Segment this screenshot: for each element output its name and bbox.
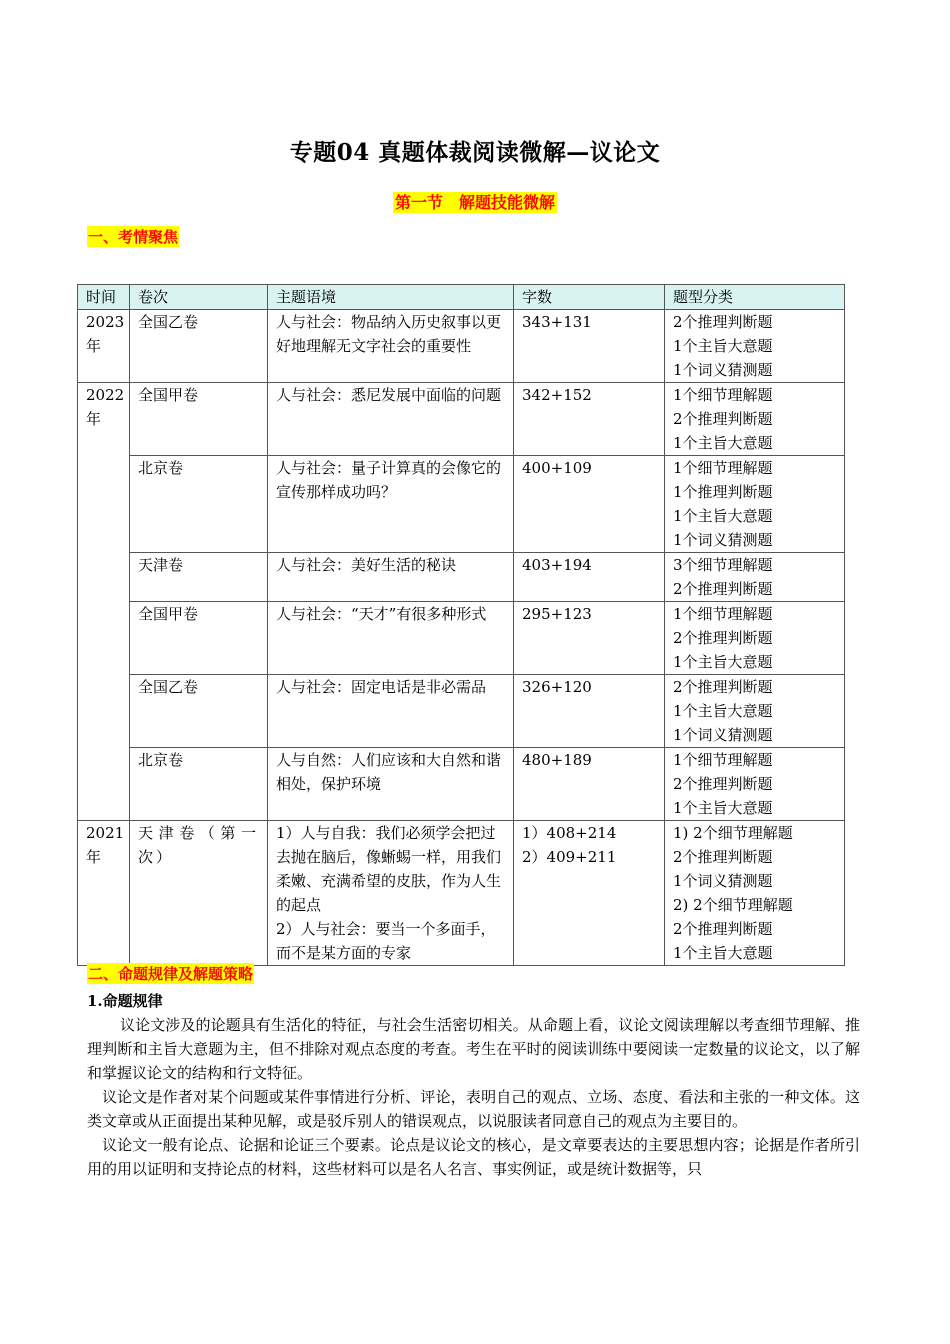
paragraph: 议论文是作者对某个问题或某件事情进行分析、评论，表明自己的观点、立场、态度、看法和主张的一种文体。这类文章或从正面提出某种见解，或是驳斥别人的错误观点，以说服读者同意自己的观点为主要目的。	[87, 1088, 860, 1130]
table-row	[78, 310, 845, 383]
cell-types-text: 2个推理判断题 1个主旨大意题 1个词义猜测题	[673, 678, 773, 744]
cell-theme-text: 人与社会：悉尼发展中面临的问题	[276, 386, 502, 404]
cell-types-text: 2个推理判断题 1个主旨大意题 1个词义猜测题	[673, 313, 773, 379]
cell-types	[665, 675, 845, 748]
cell-words	[514, 602, 665, 675]
cell-words-text: 1）408+214 2）409+211	[522, 824, 617, 866]
heading-exam-focus: 一、考情聚焦	[88, 228, 179, 246]
table-row	[78, 456, 845, 553]
paragraph: 议论文涉及的论题具有生活化的特征，与社会生活密切相关。从命题上看，议论文阅读理解以考查细节理解、推理判断和主旨大意题为主，但不排除对观点态度的考查。考生在平时的阅读训练中要阅读一定数量的议论文，以了解和掌握议论文的结构和行文特征。	[87, 1016, 860, 1082]
cell-theme	[268, 602, 514, 675]
header-words: 字数	[514, 285, 665, 310]
cell-paper-text: 全国甲卷	[138, 386, 199, 404]
heading-rules: 二、命题规律及解题策略	[88, 965, 254, 983]
cell-paper	[130, 383, 268, 456]
cell-types-text: 3个细节理解题 2个推理判断题	[673, 556, 773, 598]
cell-types-text: 1个细节理解题 2个推理判断题 1个主旨大意题	[673, 605, 773, 671]
table-row	[78, 383, 845, 456]
cell-words-text: 295+123	[522, 605, 592, 623]
cell-paper	[130, 602, 268, 675]
cell-words	[514, 310, 665, 383]
cell-theme	[268, 748, 514, 821]
cell-theme-text: 人与社会：固定电话是非必需品	[276, 678, 487, 696]
cell-paper-text: 北京卷	[138, 459, 184, 477]
table-header-row	[78, 285, 845, 310]
cell-words-text: 343+131	[522, 313, 592, 331]
cell-paper-text: 天津卷	[138, 556, 184, 574]
cell-paper	[130, 553, 268, 602]
table-row	[78, 821, 845, 966]
header-theme: 主题语境	[268, 285, 514, 310]
header-time: 时间	[78, 285, 130, 310]
cell-paper	[130, 310, 268, 383]
subheading-rules: 1.命题规律	[87, 992, 163, 1010]
cell-theme-text: 人与社会：“天才”有很多种形式	[276, 605, 487, 623]
cell-paper-text: 全国乙卷	[138, 678, 199, 696]
cell-words-text: 480+189	[522, 751, 592, 769]
cell-words	[514, 675, 665, 748]
cell-types-text: 1个细节理解题 2个推理判断题 1个主旨大意题	[673, 751, 773, 817]
cell-paper	[130, 456, 268, 553]
cell-theme	[268, 310, 514, 383]
cell-types	[665, 553, 845, 602]
cell-paper-text: 天津卷（第一次）	[138, 824, 259, 866]
cell-theme-text: 人与自然：人们应该和大自然和谐相处，保护环境	[276, 751, 502, 793]
page-title: 专题04 真题体裁阅读微解—议论文	[289, 139, 661, 166]
cell-theme	[268, 553, 514, 602]
exam-table	[77, 284, 845, 966]
cell-types	[665, 456, 845, 553]
cell-types-text: 1个细节理解题 2个推理判断题 1个主旨大意题	[673, 386, 773, 452]
cell-words-text: 342+152	[522, 386, 592, 404]
cell-words	[514, 821, 665, 966]
cell-types	[665, 383, 845, 456]
cell-types-text: 1个细节理解题 1个推理判断题 1个主旨大意题 1个词义猜测题	[673, 459, 773, 549]
cell-theme	[268, 675, 514, 748]
cell-year: 2021年	[78, 821, 130, 966]
cell-theme-text: 人与社会：美好生活的秘诀	[276, 556, 457, 574]
cell-words	[514, 456, 665, 553]
cell-paper-text: 北京卷	[138, 751, 184, 769]
cell-words	[514, 383, 665, 456]
cell-theme-text: 1）人与自我：我们必须学会把过去抛在脑后，像蜥蜴一样，用我们柔嫩、充满希望的皮肤，作为人生的起点 2）人与社会：要当一个多面手，而不是某方面的专家	[276, 824, 502, 962]
cell-year: 2023年	[78, 310, 130, 383]
cell-words-text: 326+120	[522, 678, 592, 696]
paragraph: 议论文一般有论点、论据和论证三个要素。论点是议论文的核心，是文章要表达的主要思想内容；论据是作者所引用的用以证明和支持论点的材料，这些材料可以是名人名言、事实例证，或是统计数据等，只	[87, 1136, 860, 1178]
cell-words	[514, 748, 665, 821]
cell-types	[665, 821, 845, 966]
cell-theme	[268, 383, 514, 456]
cell-paper-text: 全国甲卷	[138, 605, 199, 623]
cell-words-text: 400+109	[522, 459, 592, 477]
header-types: 题型分类	[665, 285, 845, 310]
cell-paper	[130, 675, 268, 748]
cell-paper	[130, 748, 268, 821]
section-title-wrap	[0, 190, 950, 213]
section-title: 第一节 解题技能微解	[394, 193, 555, 212]
cell-types-text: 1) 2个细节理解题 2个推理判断题 1个词义猜测题 2) 2个细节理解题 2个推理判断题 1个主旨大意题	[673, 824, 793, 962]
cell-types	[665, 602, 845, 675]
cell-words	[514, 553, 665, 602]
cell-paper	[130, 821, 268, 966]
cell-types	[665, 310, 845, 383]
table-row	[78, 675, 845, 748]
table-row	[78, 553, 845, 602]
cell-theme-text: 人与社会：量子计算真的会像它的宣传那样成功吗？	[276, 459, 502, 501]
cell-theme-text: 人与社会：物品纳入历史叙事以更好地理解无文字社会的重要性	[276, 313, 502, 355]
header-paper: 卷次	[130, 285, 268, 310]
cell-theme	[268, 456, 514, 553]
cell-year: 2022年	[78, 383, 130, 821]
table-row	[78, 748, 845, 821]
cell-paper-text: 全国乙卷	[138, 313, 199, 331]
body-text	[87, 1013, 860, 1181]
cell-words-text: 403+194	[522, 556, 592, 574]
cell-theme	[268, 821, 514, 966]
cell-types	[665, 748, 845, 821]
table-row	[78, 602, 845, 675]
